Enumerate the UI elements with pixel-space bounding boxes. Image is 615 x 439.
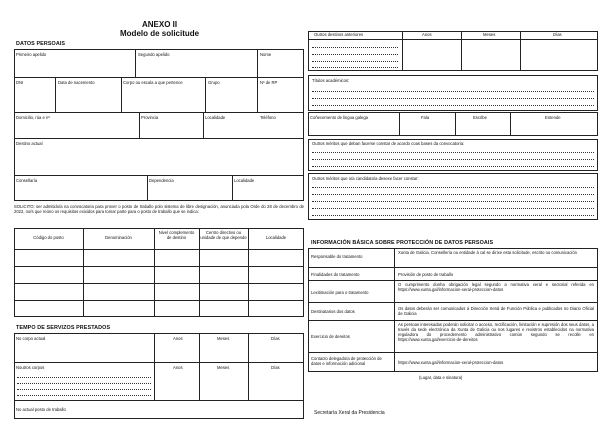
galego-label: Coñecemento de lingua galega (310, 115, 368, 120)
corpo-actual-dias[interactable]: Días (271, 336, 280, 341)
titulos-label: Títulos académicos: (312, 78, 350, 83)
col-centro: Centro directivo ou unidade de que depende (200, 230, 247, 241)
proteccion-section-title: INFORMACIÓN BÁSICA SOBRE PROTECCIÓN DE DATOS PERSOAIS (311, 240, 494, 246)
provincia-field[interactable]: Provincia (141, 115, 159, 120)
personal-section-title: DATOS PERSOAIS (16, 41, 66, 47)
outros-destinos-header: Outros destinos anteriores (314, 32, 364, 37)
proteccion-value-finalidades: Provisión de posto de traballo (398, 272, 454, 277)
consellaria-field[interactable]: Consellaría (16, 178, 38, 183)
outros-destinos-anos: Anos (422, 32, 432, 37)
dni-field[interactable]: DNI (16, 80, 24, 85)
noutros-corpos-label: Noutros corpos (16, 365, 45, 370)
col-denominacion: Denominación (105, 235, 132, 240)
form-title: Modelo de solicitude (120, 29, 200, 38)
localidade-field[interactable]: Localidade (205, 115, 226, 120)
col-localidade: Localidade (265, 235, 287, 240)
proteccion-label-lexitimacion: Lexitimación para o tratamento (311, 290, 369, 295)
proteccion-value-lexitimacion: O cumprimento dunha obrigación legal segundo a normativa xeral e sectorial referida en https://www.xunta.gal/informacion-xeral-proteccion-datos (398, 282, 594, 293)
dependencia-field[interactable]: Dependencia (149, 178, 174, 183)
grupo-field[interactable]: Grupo (208, 80, 220, 85)
proteccion-label-responsable: Responsable do tratamento (311, 254, 363, 259)
proteccion-label-destinatarios: Destinatarios dos datos (311, 309, 355, 314)
corpo-actual-meses[interactable]: Meses (217, 336, 230, 341)
primeiro-apelido-field[interactable]: Primeiro apelido (16, 52, 47, 57)
nrp-field[interactable]: Nº de RP (260, 80, 278, 85)
footer-secretaria: Secretaría Xeral da Presidencia (314, 410, 385, 416)
posto-table (14, 228, 304, 317)
proteccion-label-dereitos: Exercicio de dereitos (311, 334, 350, 339)
tempo-section-title: TEMPO DE SERVIZOS PRESTADOS (16, 325, 111, 331)
proteccion-value-destinatarios: Os datos deberán ser comunicados á Dirección Xeral de Función Pública e publicados no Diario Oficial de Galicia (398, 306, 594, 317)
meritos2-label: Outros méritos que o/a candidato/a desexe facer constar: (312, 176, 419, 181)
segundo-apelido-field[interactable]: Segundo apelido (138, 52, 170, 57)
localidade2-field[interactable]: Localidade (234, 178, 255, 183)
galego-escribe[interactable]: Escribe (473, 115, 487, 120)
telefono-field[interactable]: Teléfono (260, 115, 276, 120)
destino-actual-field[interactable]: Destino actual (16, 141, 43, 146)
corpo-field[interactable]: Corpo ou escala a que pertence (123, 80, 183, 85)
actual-posto-label: No actual posto de traballo (16, 407, 66, 412)
outros-destinos-meses: Meses (483, 32, 496, 37)
signature-line: (Lugar, data e sinatura) (419, 375, 463, 380)
proteccion-label-finalidades: Finalidades do tratamento (311, 272, 360, 277)
noutros-corpos-meses[interactable]: Meses (217, 365, 230, 370)
proteccion-label-contacto: Contacto delegado/a de protección de datos e información adicional (311, 356, 382, 367)
noutros-corpos-anos[interactable]: Anos (173, 365, 183, 370)
outros-destinos-dias: Días (553, 32, 562, 37)
corpo-actual-anos[interactable]: Anos (173, 336, 183, 341)
nome-field[interactable]: Nome (260, 52, 272, 57)
domicilio-field[interactable]: Domicilio, rúa e nº (16, 115, 50, 120)
annex-label: ANEXO II (142, 20, 178, 29)
proteccion-value-responsable: Xunta de Galicia. Consellería ou entidade á cal se dirixe esta solicitude, escrito ou comunicación (398, 250, 577, 255)
noutros-corpos-dias[interactable]: Días (271, 365, 280, 370)
corpo-actual-label: No corpo actual (16, 336, 46, 341)
solicito-text: SOLICITO: ser admitido/a na convocatoria para prover o posto de traballo polo sistema de libre designación, anunciada pola Orde do 28 de decembro de 2022, no/s que reúno os requisitos exixidos para tomar parte para o posto de traballo que se indica: (14, 204, 304, 215)
data-nacemento-field[interactable]: Data de nacemento (58, 80, 95, 85)
galego-fala[interactable]: Fala (421, 115, 430, 120)
col-codigo: Código do posto (33, 235, 64, 240)
proteccion-value-dereitos: As persoas interesadas poderán solicitar o acceso, rectificación, limitación e supresión dos seus datos, a través da sede electrónica da Xunta de Galicia ou nos lugares e rexistros establecidos na normativa reguladora do procedemento administrativo común segundo se recolle en https://www.xunta.gal/exercicio-de-dereitos (398, 322, 594, 343)
col-nivel: Nivel complemento de destino (158, 230, 195, 241)
proteccion-value-contacto[interactable]: https://www.xunta.gal/informacion-xeral-proteccion-datos (398, 360, 504, 365)
meritos-label: Outros méritos que deban facerse constar de acordo coas bases da convocatoria: (312, 141, 465, 146)
galego-entende[interactable]: Entende (545, 115, 561, 120)
